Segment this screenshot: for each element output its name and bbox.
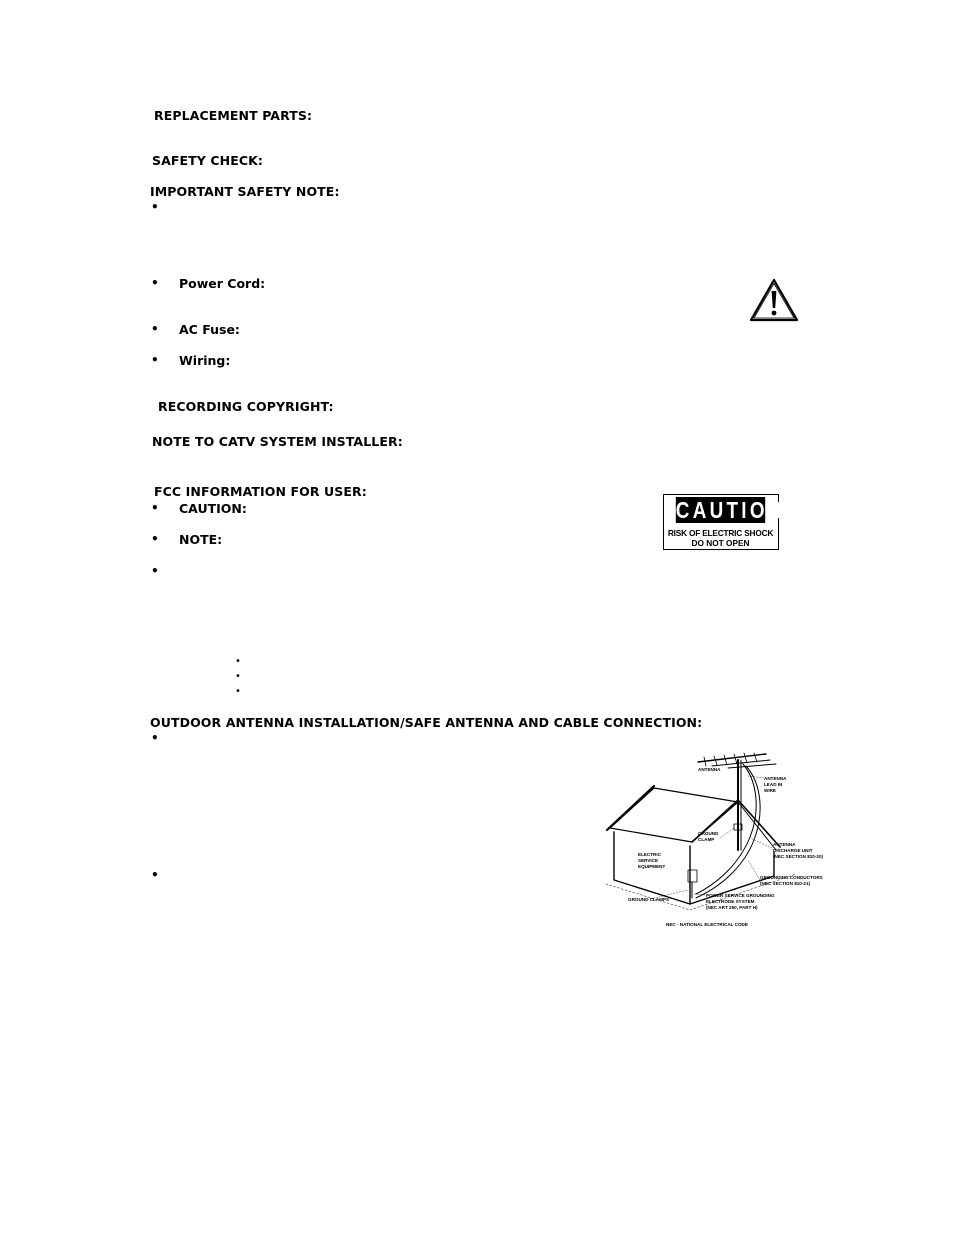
label-electric-service: ELECTRIC — [638, 852, 661, 857]
heading-replacement-parts: REPLACEMENT PARTS: — [154, 108, 313, 123]
heading-fcc-information: FCC INFORMATION FOR USER: — [154, 484, 367, 499]
label-ground-clamps: GROUND CLAMPS — [628, 897, 670, 902]
label-power-service: ELECTRODE SYSTEM — [706, 899, 755, 904]
bullet-marker: • — [151, 200, 159, 214]
caution-title: CAUTION — [675, 497, 785, 523]
wiring-label: Wiring: — [179, 353, 231, 368]
label-grounding-conductors: GROUNDING CONDUCTORS — [760, 875, 823, 880]
caution-shock-label — [663, 494, 785, 550]
label-discharge-unit: DISCHARGE UNIT — [773, 848, 813, 853]
sub-bullet-marker: • — [235, 656, 241, 667]
label-ground-clamp: GROUND — [698, 831, 719, 836]
sub-bullet-marker: • — [235, 671, 241, 682]
label-power-service: (NEC ART 250, PART H) — [706, 905, 758, 910]
label-lead-in: WIRE — [764, 788, 776, 793]
fcc-note-label: NOTE: — [179, 532, 223, 547]
label-electric-service: SERVICE — [638, 858, 659, 863]
bullet-marker: • — [151, 353, 159, 367]
sub-bullet-marker: • — [235, 686, 241, 697]
ac-fuse-label: AC Fuse: — [179, 322, 240, 337]
bullet-marker: • — [151, 501, 159, 515]
heading-safety-check: SAFETY CHECK: — [152, 153, 264, 168]
label-power-service: POWER SERVICE GROUNDING — [706, 893, 775, 898]
heading-recording-copyright: RECORDING COPYRIGHT: — [158, 399, 334, 414]
bullet-marker: • — [151, 276, 159, 290]
label-antenna: ANTENNA — [698, 767, 721, 772]
caution-do-not-open-text: DO NOT OPEN — [691, 538, 750, 548]
label-grounding-conductors: (NEC SECTION 810-21) — [760, 881, 811, 886]
bullet-marker: • — [151, 532, 159, 546]
heading-outdoor-antenna: OUTDOOR ANTENNA INSTALLATION/SAFE ANTENNA AND CABLE CONNECTION: — [150, 715, 703, 730]
fcc-caution-label: CAUTION: — [179, 501, 247, 516]
heading-catv-note: NOTE TO CATV SYSTEM INSTALLER: — [152, 434, 403, 449]
label-ground-clamp: CLAMP — [698, 837, 715, 842]
label-electric-service: EQUIPMENT — [638, 864, 666, 869]
label-lead-in: ANTENNA — [764, 776, 787, 781]
label-discharge-unit: ANTENNA — [773, 842, 796, 847]
caution-risk-text: RISK OF ELECTRIC SHOCK — [667, 528, 774, 538]
antenna-grounding-diagram — [600, 752, 835, 930]
heading-important-safety-note: IMPORTANT SAFETY NOTE: — [150, 184, 340, 199]
label-lead-in: LEAD IN — [764, 782, 783, 787]
bullet-marker: • — [151, 868, 159, 882]
bullet-marker: • — [151, 564, 159, 578]
label-discharge-unit: (NEC SECTION 810-20) — [773, 854, 824, 859]
bullet-marker: • — [151, 322, 159, 336]
bullet-marker: • — [151, 731, 159, 745]
power-cord-label: Power Cord: — [179, 276, 266, 291]
label-nec: NEC - NATIONAL ELECTRICAL CODE — [666, 922, 748, 927]
exclamation-triangle-icon — [749, 278, 799, 322]
